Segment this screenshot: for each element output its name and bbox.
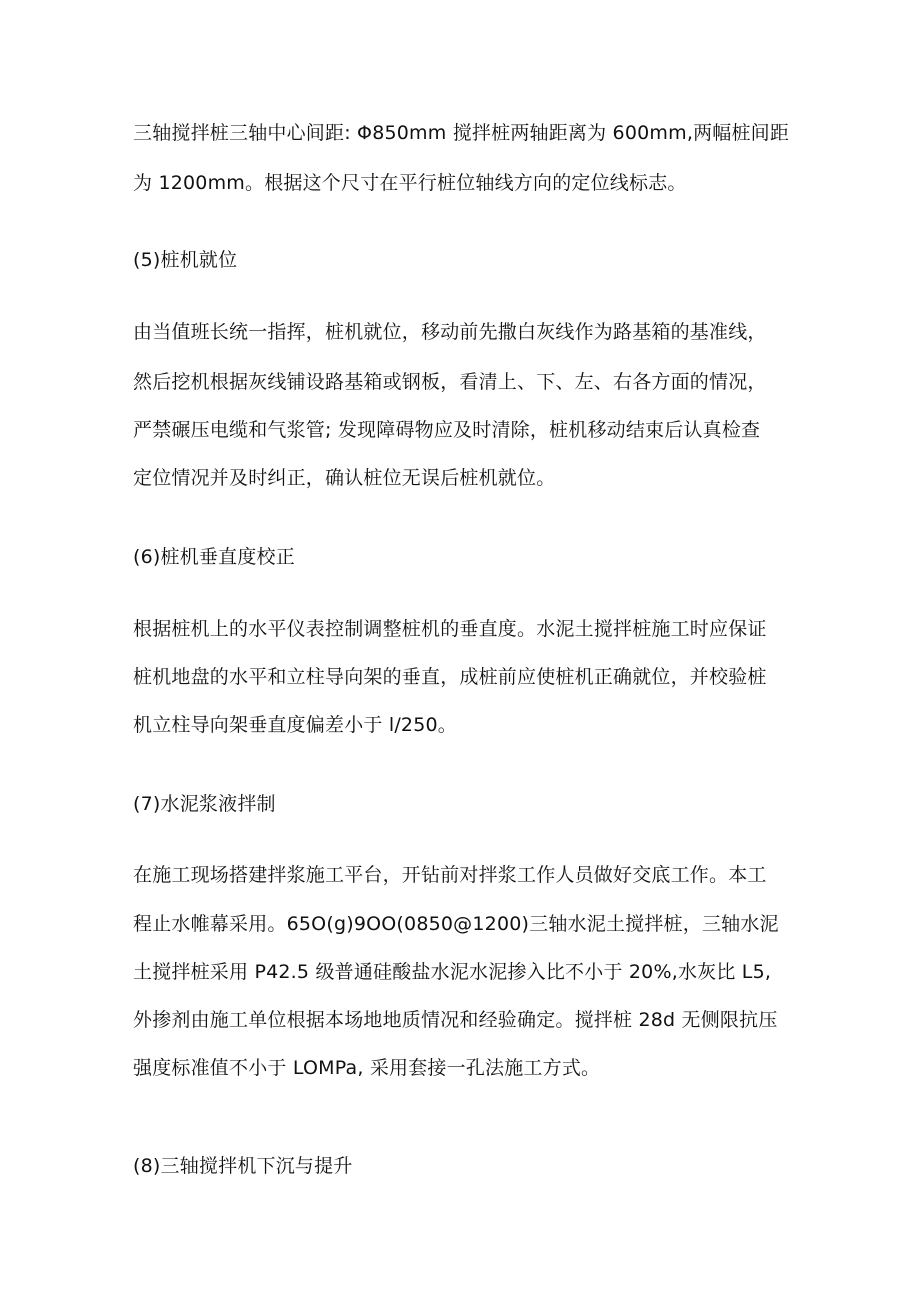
paragraph-3-line-3: 机立柱导向架垂直度偏差小于 l/250。 bbox=[133, 714, 457, 736]
section-heading-6: (6)桩机垂直度校正 bbox=[133, 546, 295, 568]
paragraph-3-line-1: 根据桩机上的水平仪表控制调整桩机的垂直度。水泥土搅拌桩施工时应保证 bbox=[133, 618, 767, 640]
paragraph-1-line-2: 为 1200mm。根据这个尺寸在平行桩位轴线方向的定位线标志。 bbox=[133, 172, 687, 194]
paragraph-1-line-1: 三轴搅拌桩三轴中心间距: Φ850mm 搅拌桩两轴距离为 600mm,两幅桩间距 bbox=[133, 122, 790, 144]
section-heading-7: (7)水泥浆液拌制 bbox=[133, 793, 276, 815]
paragraph-2-line-2: 然后挖机根据灰线铺设路基箱或钢板，看清上、下、左、右各方面的情况， bbox=[133, 371, 767, 393]
paragraph-2-line-4: 定位情况并及时纠正，确认桩位无误后桩机就位。 bbox=[133, 467, 556, 489]
paragraph-2-line-1: 由当值班长统一指挥，桩机就位，移动前先撒白灰线作为路基箱的基准线， bbox=[133, 321, 767, 343]
section-heading-8: (8)三轴搅拌机下沉与提升 bbox=[133, 1155, 353, 1177]
paragraph-4-line-5: 强度标准值不小于 LOMPa, 采用套接一孔法施工方式。 bbox=[133, 1057, 601, 1079]
paragraph-4-line-3: 土搅拌桩采用 P42.5 级普通硅酸盐水泥水泥掺入比不小于 20%,水灰比 L5, bbox=[133, 961, 772, 983]
paragraph-4-line-4: 外掺剂由施工单位根据本场地地质情况和经验确定。搅拌桩 28d 无侧限抗压 bbox=[133, 1009, 778, 1031]
paragraph-3-line-2: 桩机地盘的水平和立柱导向架的垂直，成桩前应使桩机正确就位，并校验桩 bbox=[133, 666, 767, 688]
paragraph-4-line-2: 程止水帷幕采用。65O(g)9OO(0850@1200)三轴水泥土搅拌桩，三轴水泥 bbox=[133, 913, 779, 935]
paragraph-2-line-3: 严禁碾压电缆和气浆管; 发现障碍物应及时清除，桩机移动结束后认真检查 bbox=[133, 419, 761, 441]
paragraph-4-line-1: 在施工现场搭建拌浆施工平台，开钻前对拌浆工作人员做好交底工作。本工 bbox=[133, 864, 767, 886]
section-heading-5: (5)桩机就位 bbox=[133, 249, 238, 271]
